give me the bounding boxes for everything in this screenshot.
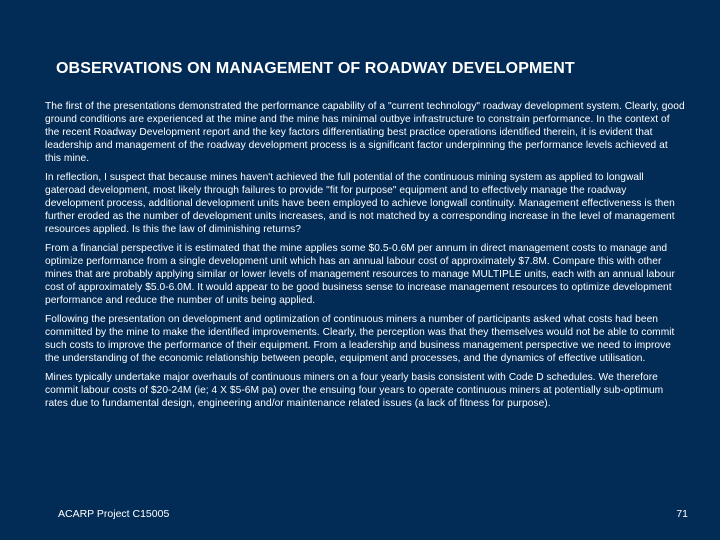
paragraph-5: Mines typically undertake major overhauls of continuous miners on a four yearly basis consistent with Code D schedules. We therefore commit labour costs of $20-24M (ie; 4 X $5-6M pa) over the ensuing four years to operate continuous miners at potentially sub-optimum rates due to fundamental design, engineering and/or maintenance related issues (a lack of fitness for purpose). bbox=[45, 372, 664, 410]
paragraph-2: In reflection, I suspect that because mines haven't achieved the full potential of the continuous mining system as applied to longwall gateroad development, most likely through failures to provide "fit for purpose" equipment and to effectively manage the roadway development process, additional development units have been employed to achieve longwall continuity. Management effectiveness is then further eroded as the number of development units increases, and is not matched by a corresponding increase in the level of management resources applied. Is this the law of diminishing returns? bbox=[45, 172, 675, 235]
paragraph-4: Following the presentation on development and optimization of continuous miners a number of participants asked what costs had been committed by the mine to make the identified improvements. Clearly, the perception was that they themselves would not be able to commit such costs to improve the performance of their equipment. From a leadership and business management perspective we need to improve the understanding of the economic relationship between people, equipment and processes, and the dynamics of effective utilisation. bbox=[45, 314, 675, 364]
paragraph-1: The first of the presentations demonstrated the performance capability of a "current technology" roadway development system. Clearly, good ground conditions are experienced at the mine and the mine has minimal outbye infrastructure to constrain performance. In the context of the recent Roadway Development report and the key factors differentiating best practice operations identified therein, it is evident that leadership and management of the roadway development process is a significant factor underpinning the performance levels achieved at this mine. bbox=[45, 101, 685, 164]
footer-project-label: ACARP Project C15005 bbox=[58, 508, 170, 520]
slide-body bbox=[45, 101, 685, 417]
paragraph-3: From a financial perspective it is estimated that the mine applies some $0.5-0.6M per annum in direct management costs to manage and optimize performance from a single development unit which has an annual labour cost of approximately $7.8M. Compare this with other mines that are probably applying similar or lower levels of management resources to manage MULTIPLE units, each with an annual labour cost of approximately $5.0-6.0M. It would appear to be good business sense to increase management resources to optimize development performance and reduce the number of units being applied. bbox=[45, 243, 675, 306]
slide-title: OBSERVATIONS ON MANAGEMENT OF ROADWAY DEVELOPMENT bbox=[56, 60, 575, 77]
page-number: 71 bbox=[676, 508, 688, 520]
